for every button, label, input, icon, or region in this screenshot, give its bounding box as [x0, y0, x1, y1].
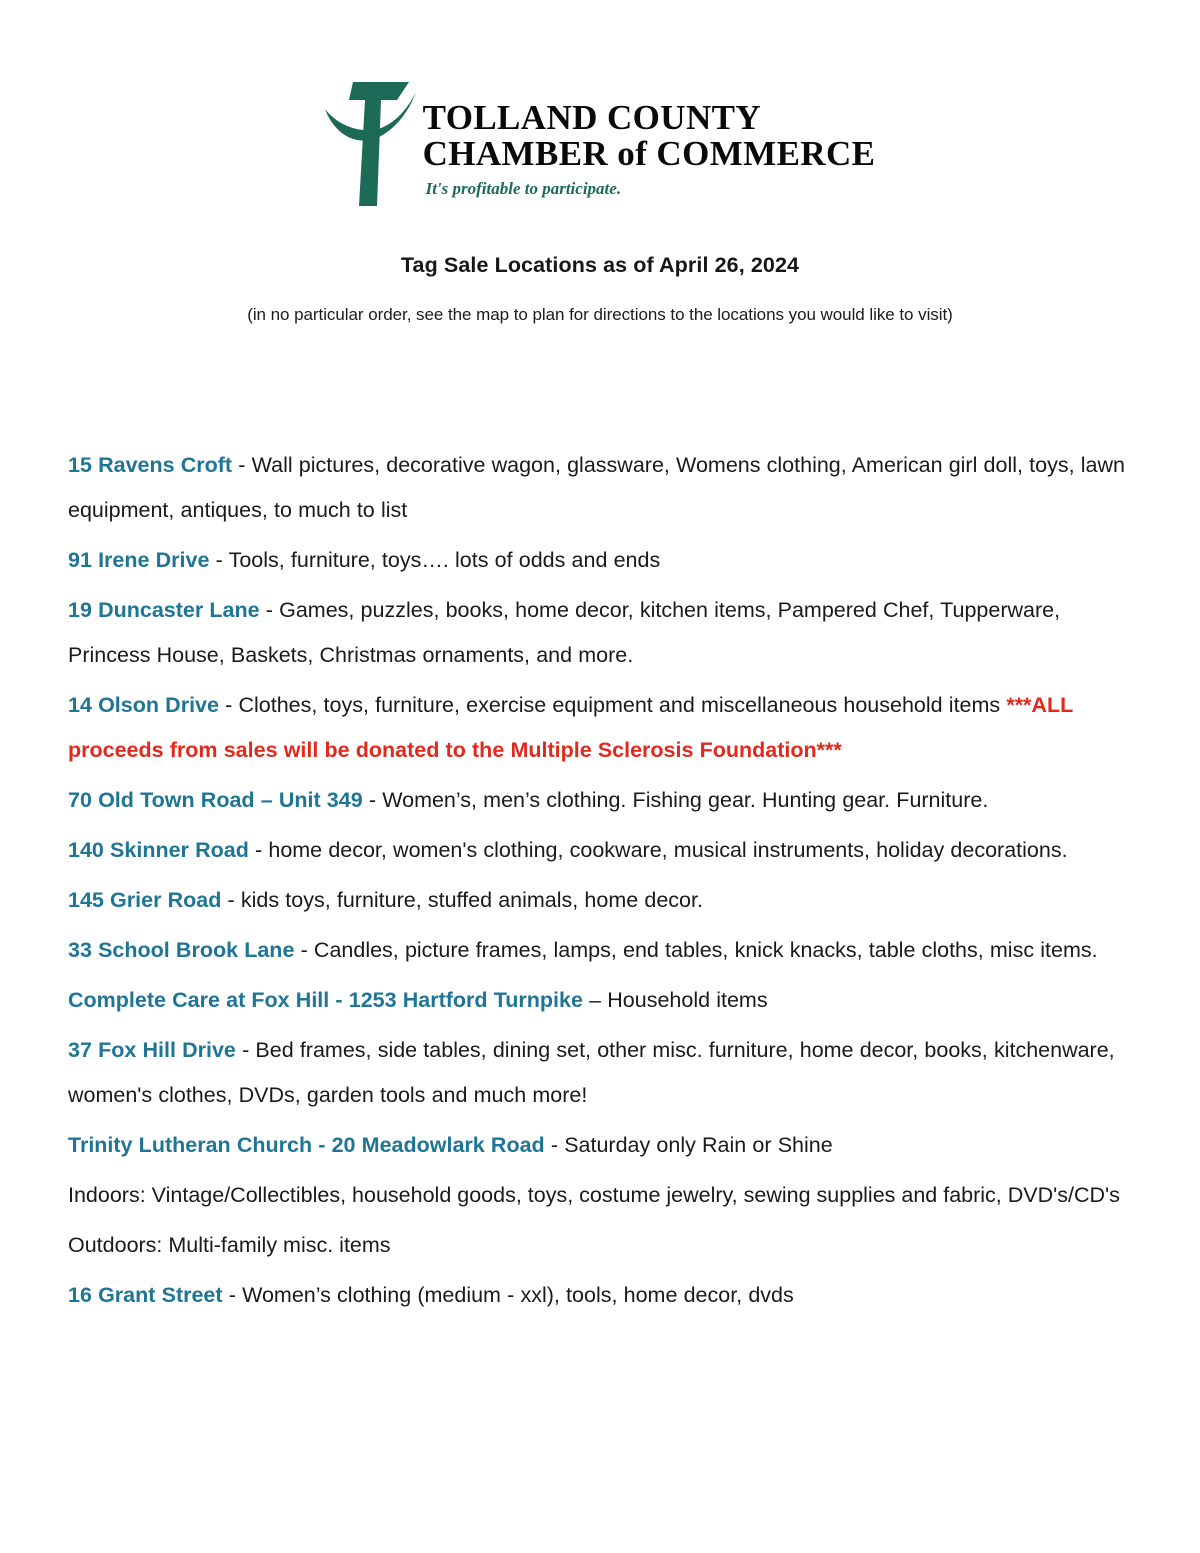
entry-separator: -	[221, 888, 241, 912]
entry-description: Games, puzzles, books, home decor, kitchen items, Pampered Chef, Tupperware, Princess House, Baskets, Christmas ornaments, and more.	[68, 598, 1061, 667]
tolland-chamber-t-logo-icon	[325, 74, 417, 209]
entry-address: 33 School Brook Lane	[68, 938, 295, 962]
tag-sale-entry	[68, 828, 1134, 873]
entry-separator: -	[362, 788, 383, 812]
entry-separator: -	[209, 548, 229, 572]
entry-alert-note: ***ALL proceeds from sales will be donated to the Multiple Sclerosis Foundation***	[68, 693, 1073, 762]
entry-separator: -	[544, 1133, 565, 1157]
entry-address: 19 Duncaster Lane	[68, 598, 260, 622]
entry-separator: -	[218, 693, 239, 717]
wordmark-line-1: TOLLAND COUNTY	[422, 98, 762, 137]
entry-separator: -	[294, 938, 314, 962]
letterhead	[0, 0, 1200, 209]
tag-sale-entry	[68, 878, 1134, 923]
entry-separator: –	[582, 988, 608, 1012]
entry-separator: -	[235, 1038, 256, 1062]
page-title: Tag Sale Locations as of April 26, 2024	[400, 253, 800, 277]
logo-wordmark	[423, 74, 876, 199]
entry-separator: -	[259, 598, 280, 622]
wordmark-line-2: CHAMBER of COMMERCE	[422, 134, 876, 173]
tag-sale-entry	[68, 538, 1134, 583]
tag-sale-entry	[68, 1273, 1134, 1318]
tag-sale-entry	[68, 683, 1134, 773]
entry-description: Women’s clothing (medium - xxl), tools, home decor, dvds	[242, 1283, 794, 1307]
tag-sale-entry	[68, 1123, 1134, 1168]
chamber-logo	[325, 74, 876, 209]
logo-tagline: It's profitable to participate.	[425, 179, 622, 198]
entry-address: 70 Old Town Road – Unit 349	[68, 788, 363, 812]
entry-description: home decor, women's clothing, cookware, musical instruments, holiday decorations.	[268, 838, 1068, 862]
entry-address: 16 Grant Street	[68, 1283, 223, 1307]
tag-sale-entry	[68, 778, 1134, 823]
entry-address: 15 Ravens Croft	[68, 453, 233, 477]
entry-description: Candles, picture frames, lamps, end tables, knick knacks, table cloths, misc items.	[313, 938, 1098, 962]
entry-description: Tools, furniture, toys…. lots of odds and ends	[228, 548, 661, 572]
entry-separator: -	[232, 453, 252, 477]
entry-description: Bed frames, side tables, dining set, other misc. furniture, home decor, books, kitchenware, women's clothes, DVDs, garden tools and much more!	[68, 1038, 1115, 1107]
entry-separator: -	[222, 1283, 243, 1307]
entry-description: Saturday only Rain or Shine	[564, 1133, 833, 1157]
entry-address: Complete Care at Fox Hill - 1253 Hartford Turnpike	[68, 988, 583, 1012]
tag-sale-listing	[0, 443, 1200, 1318]
entry-address: Trinity Lutheran Church - 20 Meadowlark Road	[68, 1133, 545, 1157]
entry-description: Women’s, men’s clothing. Fishing gear. Hunting gear. Furniture.	[382, 788, 989, 812]
entry-address: 14 Olson Drive	[68, 693, 219, 717]
entry-description: Wall pictures, decorative wagon, glassware, Womens clothing, American girl doll, toys, lawn equipment, antiques, to much to list	[68, 453, 1125, 522]
tag-sale-entry	[68, 588, 1134, 678]
entry-address: 37 Fox Hill Drive	[68, 1038, 236, 1062]
entry-description: Household items	[607, 988, 768, 1012]
page-subtitle: (in no particular order, see the map to plan for directions to the locations you would like to visit)	[247, 305, 953, 324]
tag-sale-entry	[68, 928, 1134, 973]
trinity-detail-line: Indoors: Vintage/Collectibles, household goods, toys, costume jewelry, sewing supplies and fabric, DVD's/CD's	[68, 1183, 1120, 1207]
tag-sale-entry	[68, 1028, 1134, 1118]
tag-sale-entry	[68, 443, 1134, 533]
entry-address: 140 Skinner Road	[68, 838, 249, 862]
entry-description: kids toys, furniture, stuffed animals, home decor.	[240, 888, 703, 912]
entry-description: Clothes, toys, furniture, exercise equipment and miscellaneous household items	[238, 693, 1007, 717]
entry-address: 91 Irene Drive	[68, 548, 210, 572]
entry-address: 145 Grier Road	[68, 888, 222, 912]
entry-separator: -	[248, 838, 269, 862]
tag-sale-entry	[68, 978, 1134, 1023]
trinity-detail-line: Outdoors: Multi-family misc. items	[68, 1233, 391, 1257]
